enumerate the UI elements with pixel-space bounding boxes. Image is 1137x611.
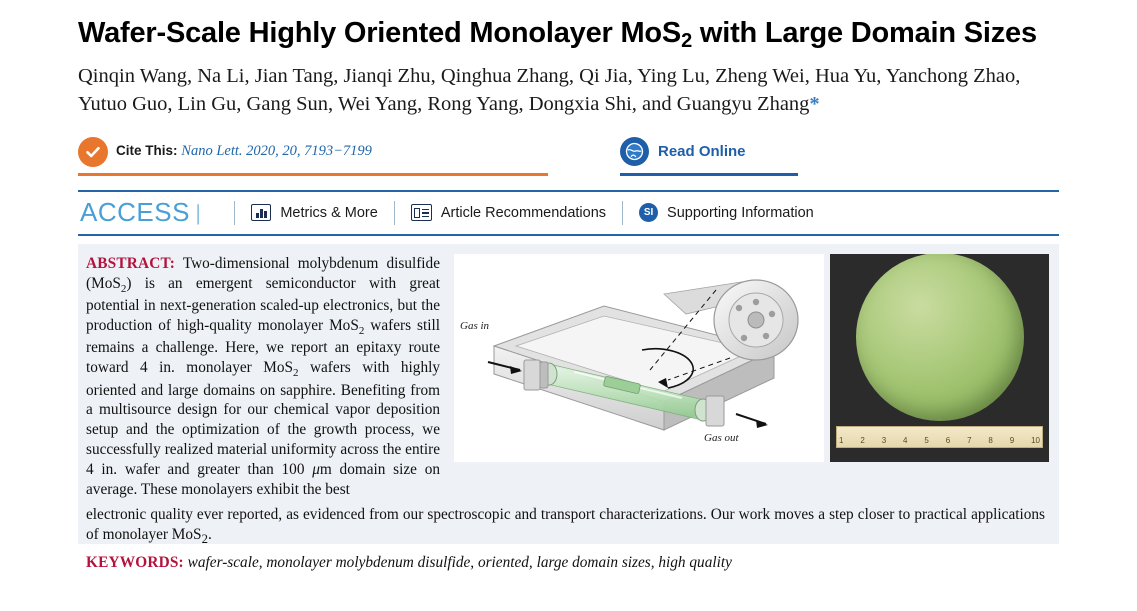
- supporting-information-link[interactable]: [639, 203, 814, 222]
- keywords-line: [86, 554, 1049, 572]
- access-bar: [78, 190, 1059, 236]
- ruler-tick: 5: [924, 435, 929, 445]
- ruler-tick: 9: [1009, 435, 1015, 445]
- title-part-2: with Large Domain Sizes: [692, 17, 1037, 49]
- title-subscript: 2: [681, 30, 693, 52]
- ruler-tick: 7: [967, 435, 972, 445]
- abstract-heading: ABSTRACT:: [86, 254, 176, 272]
- abstract-section: [78, 244, 1059, 572]
- si-circle-icon: SI: [639, 203, 658, 222]
- wafer-photo: [830, 254, 1049, 462]
- citation-row: [78, 134, 1059, 180]
- author-list: [78, 63, 1038, 118]
- read-online-label: Read Online: [658, 143, 746, 161]
- article-recommendations-link[interactable]: [411, 204, 606, 221]
- ruler-tick: 10: [1031, 435, 1040, 445]
- article-icon: [411, 204, 432, 221]
- ruler-tick: 6: [945, 435, 951, 445]
- cvd-schematic-image: [454, 254, 824, 462]
- bar-chart-icon: [251, 204, 271, 221]
- ruler-scale: [836, 426, 1043, 448]
- cite-underline: [78, 173, 548, 176]
- supporting-information-label: Supporting Information: [667, 204, 814, 221]
- metrics-label: Metrics & More: [280, 204, 378, 221]
- metrics-and-more-link[interactable]: [251, 204, 378, 221]
- ruler-tick: 3: [881, 435, 887, 445]
- keywords-heading: KEYWORDS:: [86, 554, 184, 572]
- divider: [622, 201, 623, 225]
- abstract-column-text: ABSTRACT: Two-dimensional molybdenum disulfide (MoS$_2$) is an emergent semiconductor with great potential in next-generation scaled-up electronics, but the production of high-quality monolayer MoS$_2$ wafers still remains a challenge. Here, we report an epitaxy route toward 4 in. monolayer MoS$_2$ wafers with highly oriented and large domains on sapphire. Benefiting from a multisource design for our chemical vapor deposition setup and the optimization of the growth process, we successfully realized material uniformity across the entire 4 in. wafer and greater than 100 μm domain size on average. These monolayers exhibit the best: [86, 254, 441, 498]
- author-names: Qinqin Wang, Na Li, Jian Tang, Jianqi Zhu, Qinghua Zhang, Qi Jia, Ying Lu, Zheng Wei, Hua Yu, Yanchong Zhao, Yutuo Guo, Lin Gu, Gang Sun, Wei Yang, Rong Yang, Dongxia Shi, and Guangyu Zhang: [78, 65, 1021, 115]
- abstract-full-width-text: electronic quality ever reported, as evidenced from our spectroscopic and transport characterizations. Our work moves a step closer to practical applications of monolayer MoS$_2$.: [86, 505, 1045, 546]
- cite-this-block[interactable]: [78, 134, 558, 176]
- abstract-graphic: [454, 254, 1049, 462]
- ruler-tick: 1: [839, 435, 844, 445]
- access-label[interactable]: ACCESS: [80, 197, 190, 228]
- corresponding-author-marker: *: [809, 92, 820, 115]
- read-online-underline: [620, 173, 798, 176]
- ruler-tick: 2: [860, 435, 865, 445]
- keywords-list: wafer-scale, monolayer molybdenum disulfide, oriented, large domain sizes, high quality: [187, 554, 732, 572]
- gas-in-label: Gas in: [460, 319, 490, 332]
- title-part-1: Wafer-Scale Highly Oriented Monolayer MoS: [78, 17, 682, 49]
- citation-string: Nano Lett. 2020, 20, 7193−7199: [181, 143, 372, 160]
- ruler-tick: 8: [988, 435, 993, 445]
- access-pipe: |: [195, 199, 201, 225]
- check-circle-icon: [78, 137, 108, 167]
- cite-label-text: Cite This:: [116, 143, 178, 159]
- article-recommendations-label: Article Recommendations: [440, 204, 607, 221]
- page-title: [78, 16, 1059, 51]
- globe-icon: [620, 137, 649, 166]
- wafer-disc: [856, 254, 1024, 421]
- divider: [394, 201, 395, 225]
- gas-out-label: Gas out: [704, 431, 739, 444]
- ruler-tick: 4: [903, 435, 908, 445]
- cite-this-label: [116, 143, 372, 160]
- read-online-block[interactable]: [620, 134, 840, 176]
- divider: [234, 201, 235, 225]
